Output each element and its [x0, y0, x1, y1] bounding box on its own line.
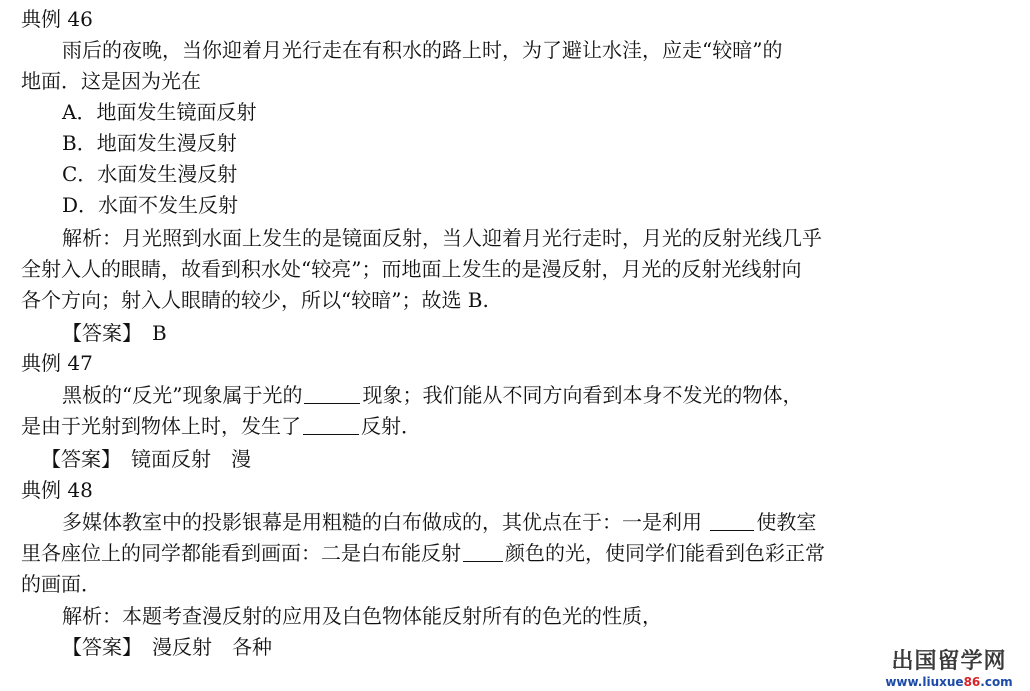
fill-blank	[463, 541, 503, 562]
example-47-line-1	[62, 380, 802, 411]
example-48-line-2	[21, 538, 825, 569]
example-47-answer: 【答案】 镜面反射 漫	[41, 447, 251, 471]
fill-blank	[710, 510, 754, 531]
example-46-answer: 【答案】 B	[62, 321, 167, 345]
example-47-line-2-before: 是由于光射到物体上时，发生了	[21, 414, 301, 438]
example-47-line-2-after: 反射．	[361, 414, 421, 438]
example-48-line-3: 的画面．	[21, 572, 101, 596]
site-watermark	[874, 649, 1024, 689]
example-47-heading: 典例 47	[21, 351, 93, 375]
fill-blank	[304, 383, 360, 404]
example-46-question-line-2: 地面．这是因为光在	[21, 69, 201, 93]
example-47-line-1-after: 现象；我们能从不同方向看到本身不发光的物体，	[362, 383, 803, 407]
example-47-line-2	[21, 411, 421, 442]
example-48-line-2-after: 颜色的光，使同学们能看到色彩正常	[505, 541, 825, 565]
example-46-analysis-line-2: 全射入人的眼睛，故看到积水处“较亮”；而地面上发生的是漫反射，月光的反射光线射向	[21, 257, 802, 281]
example-48-heading: 典例 48	[21, 478, 93, 502]
fill-blank	[303, 414, 359, 435]
watermark-title: 出国留学网	[891, 649, 1007, 674]
example-48-line-2-before: 里各座位上的同学都能看到画面：二是白布能反射	[21, 541, 461, 565]
watermark-url-part-2: 86	[963, 675, 981, 689]
example-48-analysis: 解析：本题考查漫反射的应用及白色物体能反射所有的色光的性质，	[62, 604, 662, 628]
example-46-analysis-line-1: 解析：月光照到水面上发生的是镜面反射，当人迎着月光行走时，月光的反射光线几乎	[62, 226, 822, 250]
watermark-url	[874, 675, 1024, 689]
example-48-line-1	[62, 507, 816, 538]
example-48-line-1-after: 使教室	[756, 510, 817, 534]
example-46-heading: 典例 46	[21, 7, 93, 31]
example-46-option-b: B．地面发生漫反射	[62, 131, 237, 155]
example-46-analysis-line-3: 各个方向；射入人眼睛的较少，所以“较暗”；故选 B.	[21, 288, 489, 312]
watermark-url-part-1: www.liuxue	[885, 675, 964, 689]
example-46-option-a: A．地面发生镜面反射	[62, 100, 257, 124]
example-46-option-c: C．水面发生漫反射	[62, 162, 238, 186]
example-47-line-1-before: 黑板的“反光”现象属于光的	[62, 383, 303, 407]
watermark-url-part-3: .com	[980, 675, 1013, 689]
example-48-line-1-before: 多媒体教室中的投影银幕是用粗糙的白布做成的，其优点在于：一是利用	[62, 510, 709, 534]
example-48-answer: 【答案】 漫反射 各种	[62, 635, 272, 659]
example-46-question-line-1: 雨后的夜晚，当你迎着月光行走在有积水的路上时，为了避让水洼，应走“较暗”的	[62, 38, 783, 62]
example-46-option-d: D．水面不发生反射	[62, 193, 239, 217]
